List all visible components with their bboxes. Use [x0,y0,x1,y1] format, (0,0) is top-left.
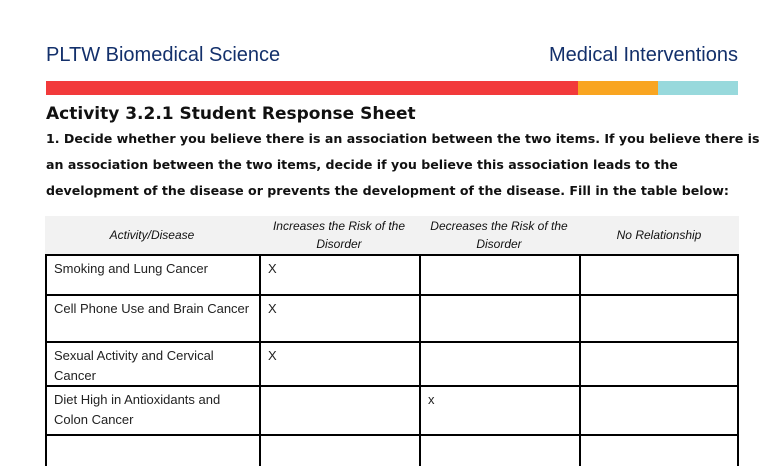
instructions-line: an association between the two items, decide if you believe this association leads to the [46,157,678,172]
increases-cell[interactable]: X [259,256,419,294]
activity-title: Activity 3.2.1 Student Response Sheet [46,104,416,124]
table-row [45,343,739,387]
instructions-line: development of the disease or prevents the development of the disease. Fill in the table below: [46,183,729,198]
document-header [46,42,738,68]
column-header-decreases-label: Decreases the Risk of the Disorder [430,219,568,251]
table-row [45,387,739,436]
decreases-cell[interactable]: x [419,387,579,434]
increases-cell[interactable] [259,387,419,434]
column-header-increases [259,216,419,254]
no-relationship-cell[interactable] [579,296,739,341]
response-table [45,216,739,466]
table-row [45,256,739,296]
activity-cell[interactable]: Smoking and Lung Cancer [45,256,259,294]
no-relationship-cell[interactable] [579,256,739,294]
activity-cell[interactable]: Cell Phone Use and Brain Cancer [45,296,259,341]
activity-cell[interactable]: Sexual Activity and Cervical Cancer [45,343,259,385]
activity-cell[interactable]: Diet High in Antioxidants and Colon Cancer [45,387,259,434]
table-header-row [45,216,739,254]
red-bar-segment [46,81,578,95]
orange-bar-segment [578,81,658,95]
decreases-cell[interactable] [419,343,579,385]
course-title: PLTW Biomedical Science [46,44,281,66]
decreases-cell[interactable] [419,256,579,294]
table-row [45,296,739,343]
teal-bar-segment [658,81,738,95]
column-header-activity: Activity/Disease [109,228,195,242]
increases-cell[interactable]: X [259,343,419,385]
increases-cell[interactable]: X [259,296,419,341]
table-body [45,254,739,466]
column-header-no-relationship: No Relationship [616,228,702,242]
column-header-decreases [419,216,579,254]
decreases-cell[interactable] [419,296,579,341]
unit-title: Medical Interventions [549,44,738,66]
instructions-line: 1. Decide whether you believe there is an association between the two items. If you believe there is [46,131,760,146]
no-relationship-cell[interactable] [579,387,739,434]
no-relationship-cell[interactable] [579,343,739,385]
instructions-paragraph [46,126,760,204]
color-divider-bar [46,81,738,95]
column-header-increases-label: Increases the Risk of the Disorder [272,219,406,251]
